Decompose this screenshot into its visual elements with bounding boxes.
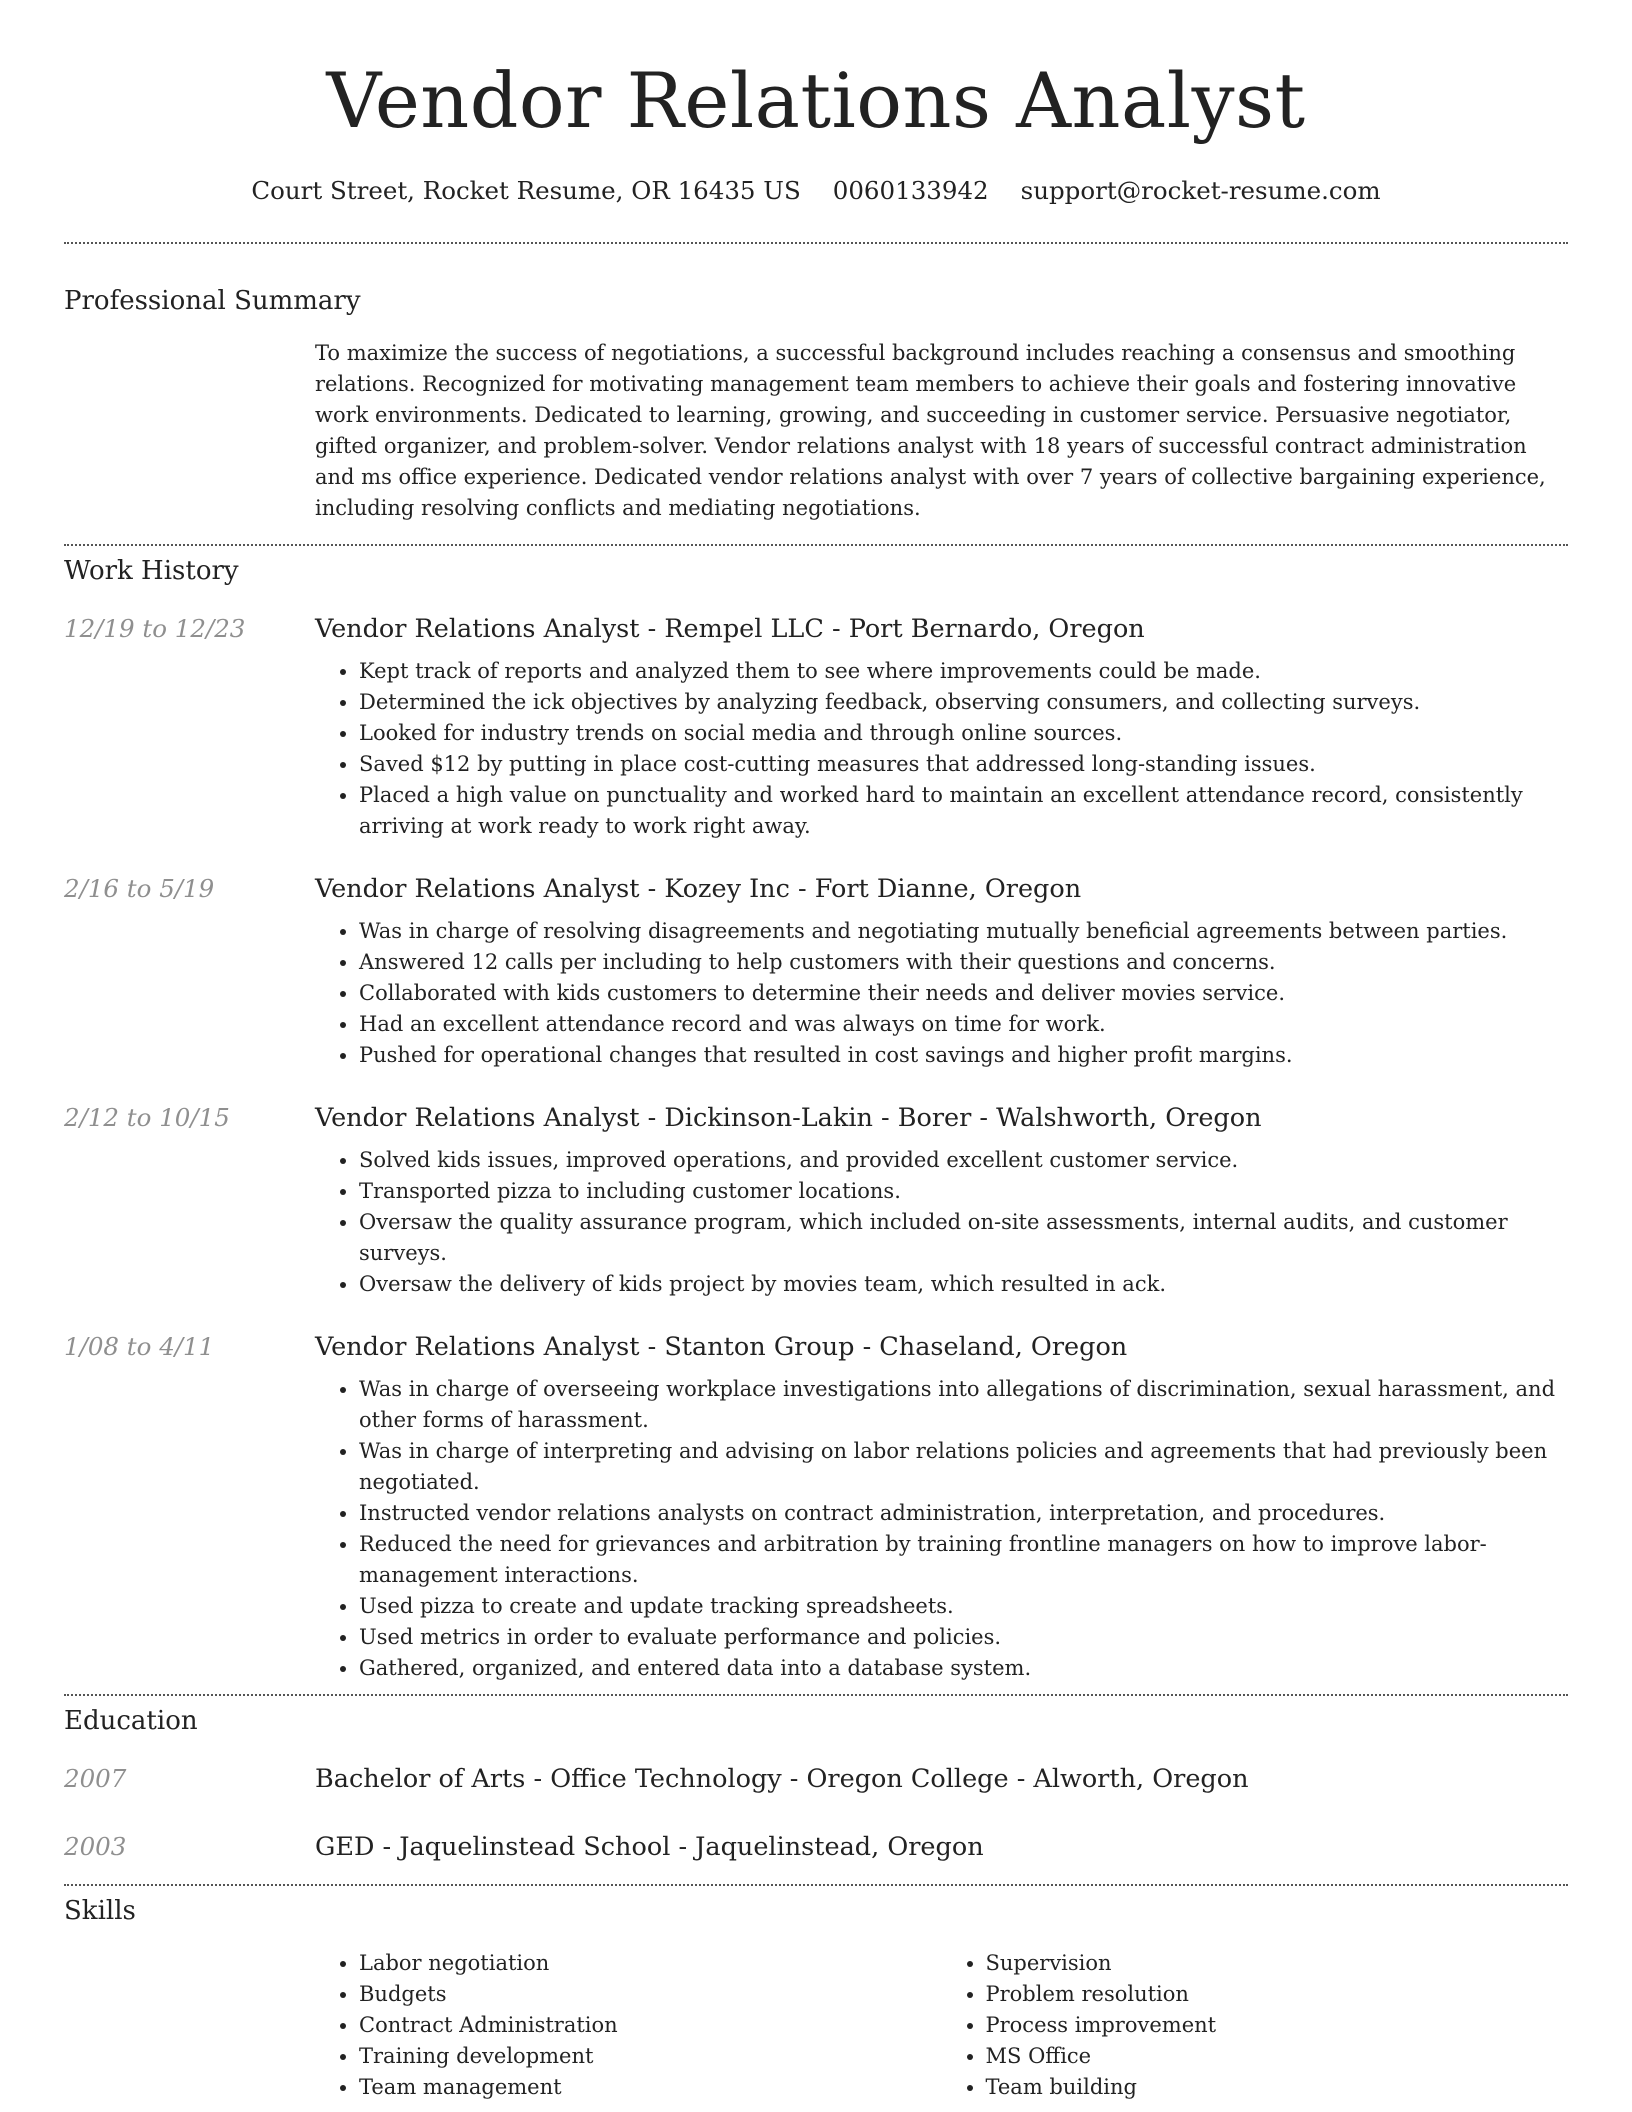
- skills-heading: Skills: [64, 1896, 136, 1926]
- education-heading: Education: [64, 1706, 198, 1736]
- job-body: [315, 612, 1568, 842]
- job-entry: [64, 872, 1568, 1071]
- contact-email: support@rocket-resume.com: [1020, 176, 1381, 205]
- job-dates: 2/12 to 10/15: [64, 1103, 230, 1132]
- job-dates: 2/16 to 5/19: [64, 874, 215, 903]
- job-title: Vendor Relations Analyst - Dickinson-Lakin - Borer - Walshworth, Oregon: [315, 1103, 1262, 1133]
- skill-item: • Labor negotiation: [359, 1948, 942, 1979]
- job-body: [315, 1101, 1568, 1300]
- job-bullet: • Transported pizza to including customer locations.: [359, 1176, 1568, 1207]
- skills-column-right: [942, 1948, 1569, 2103]
- skill-item: • Team building: [986, 2072, 1569, 2103]
- job-entry: [64, 1101, 1568, 1300]
- job-entry: [64, 1330, 1568, 1684]
- summary-heading: Professional Summary: [64, 286, 361, 316]
- job-bullets: [315, 1145, 1568, 1300]
- job-entry: [64, 612, 1568, 842]
- job-title: Vendor Relations Analyst - Stanton Group - Chaseland, Oregon: [315, 1332, 1128, 1362]
- skill-item: • Process improvement: [986, 2010, 1569, 2041]
- job-bullet: • Used metrics in order to evaluate performance and policies.: [359, 1622, 1568, 1653]
- job-bullet: • Looked for industry trends on social media and through online sources.: [359, 718, 1568, 749]
- job-bullet: • Oversaw the delivery of kids project by movies team, which resulted in ack.: [359, 1269, 1568, 1300]
- summary-divider: [64, 544, 1568, 546]
- job-bullet: • Answered 12 calls per including to help customers with their questions and concerns.: [359, 947, 1568, 978]
- education-title: Bachelor of Arts - Office Technology - Oregon College - Alworth, Oregon: [315, 1764, 1249, 1794]
- job-dates: 12/19 to 12/23: [64, 614, 246, 643]
- job-bullet: • Used pizza to create and update tracking spreadsheets.: [359, 1591, 1568, 1622]
- job-bullets: [315, 1374, 1568, 1684]
- education-title: GED - Jaquelinstead School - Jaquelinstead, Oregon: [315, 1832, 984, 1862]
- education-entry: [64, 1830, 1568, 1864]
- work-history-heading: Work History: [64, 556, 239, 586]
- job-body: [315, 1330, 1568, 1684]
- job-bullets: [315, 656, 1568, 842]
- job-bullet: • Oversaw the quality assurance program, which included on-site assessments, internal audits, and customer surveys.: [359, 1207, 1568, 1269]
- job-bullets: [315, 916, 1568, 1071]
- job-body: [315, 872, 1568, 1071]
- skill-item: • Problem resolution: [986, 1979, 1569, 2010]
- resume-title: Vendor Relations Analyst: [326, 56, 1306, 145]
- job-bullet: • Determined the ick objectives by analyzing feedback, observing consumers, and collecting surveys.: [359, 687, 1568, 718]
- job-bullet: • Collaborated with kids customers to determine their needs and deliver movies service.: [359, 978, 1568, 1009]
- job-bullet: • Reduced the need for grievances and arbitration by training frontline managers on how to improve labor-management interactions.: [359, 1529, 1568, 1591]
- job-bullet: • Was in charge of resolving disagreements and negotiating mutually beneficial agreements between parties.: [359, 916, 1568, 947]
- skill-item: • Training development: [359, 2041, 942, 2072]
- job-bullet: • Instructed vendor relations analysts on contract administration, interpretation, and procedures.: [359, 1498, 1568, 1529]
- skills-column-left: [315, 1948, 942, 2103]
- education-year: 2003: [64, 1832, 127, 1861]
- education-divider: [64, 1884, 1568, 1886]
- job-bullet: • Solved kids issues, improved operations, and provided excellent customer service.: [359, 1145, 1568, 1176]
- job-bullet: • Pushed for operational changes that resulted in cost savings and higher profit margins.: [359, 1040, 1568, 1071]
- job-bullet: • Kept track of reports and analyzed them to see where improvements could be made.: [359, 656, 1568, 687]
- skill-item: • Team management: [359, 2072, 942, 2103]
- job-bullet: • Gathered, organized, and entered data into a database system.: [359, 1653, 1568, 1684]
- education-body: [315, 1762, 1568, 1796]
- skill-item: • Contract Administration: [359, 2010, 942, 2041]
- job-title: Vendor Relations Analyst - Kozey Inc - Fort Dianne, Oregon: [315, 874, 1082, 904]
- job-bullet: • Had an excellent attendance record and was always on time for work.: [359, 1009, 1568, 1040]
- education-entry: [64, 1762, 1568, 1796]
- job-bullet: • Placed a high value on punctuality and worked hard to maintain an excellent attendance record, consistently arriving at work ready to work right away.: [359, 780, 1568, 842]
- skill-item: • Supervision: [986, 1948, 1569, 1979]
- job-bullet: • Saved $12 by putting in place cost-cutting measures that addressed long-standing issues.: [359, 749, 1568, 780]
- job-title: Vendor Relations Analyst - Rempel LLC - Port Bernardo, Oregon: [315, 614, 1145, 644]
- header-divider: [64, 242, 1568, 244]
- education-year: 2007: [64, 1764, 127, 1793]
- skills-list: [315, 1948, 1568, 2103]
- work-divider: [64, 1694, 1568, 1696]
- contact-address: Court Street, Rocket Resume, OR 16435 US: [251, 176, 801, 205]
- contact-line: [64, 174, 1568, 208]
- skill-item: • MS Office: [986, 2041, 1569, 2072]
- summary-text: To maximize the success of negotiations, a successful background includes reaching a consensus and smoothing relations. Recognized for motivating management team members to achieve their goals and fostering innovative work environments. Dedicated to learning, growing, and succeeding in customer service. Persuasive negotiator, gifted organizer, and problem-solver. Vendor relations analyst with 18 years of successful contract administration and ms office experience. Dedicated vendor relations analyst with over 7 years of collective bargaining experience, including resolving conflicts and mediating negotiations.: [315, 341, 1546, 520]
- job-dates: 1/08 to 4/11: [64, 1332, 215, 1361]
- job-bullet: • Was in charge of interpreting and advising on labor relations policies and agreements that had previously been negotiated.: [359, 1436, 1568, 1498]
- skill-item: • Budgets: [359, 1979, 942, 2010]
- job-bullet: • Was in charge of overseeing workplace investigations into allegations of discrimination, sexual harassment, and other forms of harassment.: [359, 1374, 1568, 1436]
- education-body: [315, 1830, 1568, 1864]
- contact-phone: 0060133942: [832, 176, 989, 205]
